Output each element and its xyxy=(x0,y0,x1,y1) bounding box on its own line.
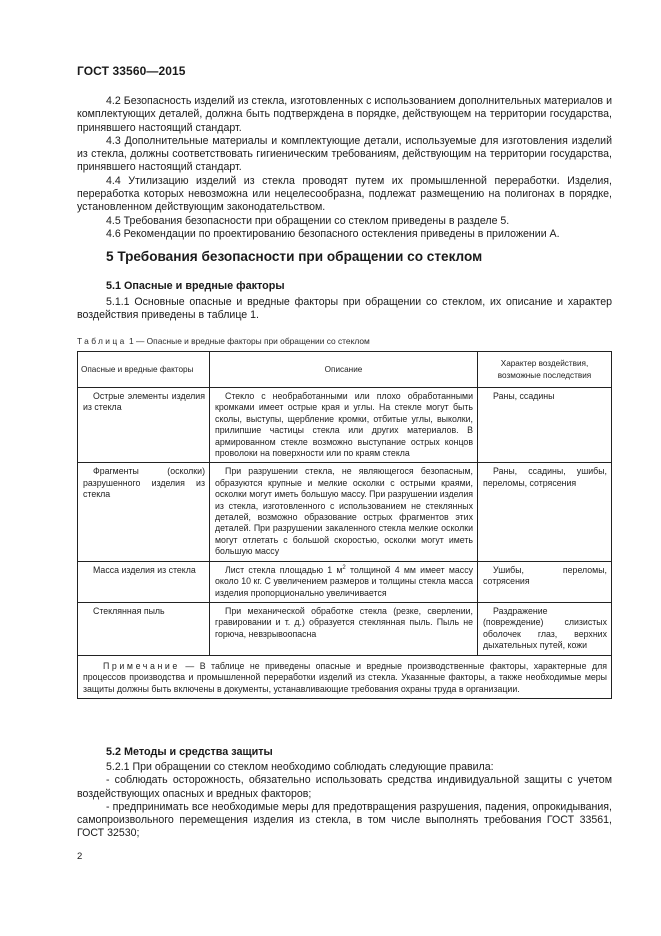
table-caption-text: 1 — Опасные и вредные факторы при обращении со стеклом xyxy=(126,336,370,346)
list-item: - соблюдать осторожность, обязательно использовать средства индивидуальной защиты с учетом воздействующих опасных и вредных факторов; xyxy=(77,774,612,800)
cell-factor xyxy=(78,561,210,602)
table-row xyxy=(78,602,612,655)
cell-text: Стеклянная пыль xyxy=(93,605,165,616)
table-caption xyxy=(77,336,370,346)
table-note xyxy=(78,655,612,699)
cell-text: Масса изделия из стекла xyxy=(93,564,196,575)
page-number: 2 xyxy=(77,851,83,862)
cell-text: Раздражение (повреждение) слизистых оболочек глаз, верхних дыхательных путей, кожи xyxy=(483,605,607,651)
note-text xyxy=(83,661,607,696)
paragraph-4-4: 4.4 Утилизацию изделий из стекла проводят путем их промышленной переработки. Изделия, переработка которых невозможна или нецелесообразна, подлежат размещению на полигонах в порядке, установленном действующим законодательством. xyxy=(77,174,612,214)
note-label: Примечание xyxy=(103,660,180,671)
cell-text: Стекло с необработанными или плохо обработанными кромками имеет острые края и углы. На стекле могут быть сколы, выступы, щербление кромки, отбитые углы, выколки, прилипшие частицы стекла или других материалов. В армированном стекле возможно выступание острых концов проволоки на поверхности или по краям стекла xyxy=(215,391,473,459)
section-5-2-text xyxy=(77,761,612,841)
cell-description xyxy=(210,602,478,655)
section-5-2-heading: 5.2 Методы и средства защиты xyxy=(106,746,273,758)
column-header-effects: Характер воздействия, возможные последствия xyxy=(478,352,612,388)
hazards-table xyxy=(77,351,612,699)
cell-description xyxy=(210,388,478,463)
table-row xyxy=(78,561,612,602)
table-row xyxy=(78,388,612,463)
cell-text: Фрагменты (осколки) разрушенного изделия из стекла xyxy=(83,466,205,500)
section-4-text xyxy=(77,95,612,241)
paragraph-5-1-1: 5.1.1 Основные опасные и вредные факторы при обращении со стеклом, их описание и характер воздействия приведены в таблице 1. xyxy=(77,296,612,322)
cell-effect xyxy=(478,463,612,561)
column-header-description: Описание xyxy=(210,352,478,388)
cell-description xyxy=(210,561,478,602)
cell-text: Острые элементы изделия из стекла xyxy=(83,391,205,413)
paragraph-4-5: 4.5 Требования безопасности при обращении со стеклом приведены в разделе 5. xyxy=(106,214,510,227)
cell-factor xyxy=(78,463,210,561)
section-5-1-heading: 5.1 Опасные и вредные факторы xyxy=(106,280,285,292)
superscript: 2 xyxy=(342,564,346,571)
cell-text: Раны, ссадины, ушибы, переломы, сотрясения xyxy=(483,466,607,488)
section-5-1-text xyxy=(77,296,612,323)
cell-effect xyxy=(478,388,612,463)
table-caption-label: Таблица xyxy=(77,336,127,346)
text-fragment: толщиной 4 мм имеет массу около 10 кг. С увеличением размеров и толщины стекла масса изделия пропорционально увеличивается xyxy=(215,564,473,598)
cell-effect xyxy=(478,602,612,655)
table-header-row xyxy=(78,352,612,388)
cell-effect xyxy=(478,561,612,602)
section-5-heading: 5 Требования безопасности при обращении со стеклом xyxy=(106,249,483,264)
text-fragment: Лист стекла площадью 1 м xyxy=(225,564,343,575)
paragraph-4-3: 4.3 Дополнительные материалы и комплектующие детали, используемые для изготовления изделий из стекла, должны соответствовать гигиеническим требованиям, действующим на территории государства, принявшего настоящий стандарт. xyxy=(77,134,612,174)
cell-factor xyxy=(78,602,210,655)
note-body: — В таблице не приведены опасные и вредные производственные факторы, характерные для процессов производства и промышленной переработки изделий из стекла. Указанные факторы, а также необходимые меры защиты должны быть включены в документы, устанавливающие требования охраны труда в организации. xyxy=(83,660,607,694)
cell-text: При разрушении стекла, не являющегося безопасным, образуются крупные и мелкие осколки с острыми краями, осколки могут иметь большую массу. При разрушении изделия из стекла, изготовленного с использованием не стеклянных деталей, возможно образование острых фрагментов этих деталей. При разрушении закаленного стекла мелкие осколки могут отлетать с большой скоростью, осколки могут иметь большую массу xyxy=(215,466,473,557)
cell-factor xyxy=(78,388,210,463)
cell-text xyxy=(215,565,473,599)
cell-text: Ушибы, переломы, сотрясения xyxy=(483,564,607,587)
paragraph-5-2-1: 5.2.1 При обращении со стеклом необходимо соблюдать следующие правила: xyxy=(106,761,494,773)
list-item: - предпринимать все необходимые меры для предотвращения разрушения, падения, опрокидывания, самопроизвольного перемещения изделия из стекла, в том числе выполнять требования ГОСТ 33561, ГОСТ 32530; xyxy=(77,800,612,840)
paragraph-4-2: 4.2 Безопасность изделий из стекла, изготовленных с использованием дополнительных материалов и комплектующих деталей, должна быть подтверждена в порядке, действующем на территории государства, принявшего настоящий стандарт. xyxy=(77,95,612,134)
column-header-factors: Опасные и вредные факторы xyxy=(78,352,210,388)
cell-text: Раны, ссадины xyxy=(493,391,555,401)
cell-text: При механической обработке стекла (резке, сверлении, гравировании и т. д.) образуется стеклянная пыль. Пыль не горюча, невзрывоопасна xyxy=(215,605,473,639)
paragraph-4-6: 4.6 Рекомендации по проектированию безопасного остекления приведены в приложении А. xyxy=(106,227,560,240)
document-header: ГОСТ 33560—2015 xyxy=(77,64,186,78)
cell-description xyxy=(210,463,478,561)
table-row xyxy=(78,463,612,561)
table-note-row xyxy=(78,655,612,699)
